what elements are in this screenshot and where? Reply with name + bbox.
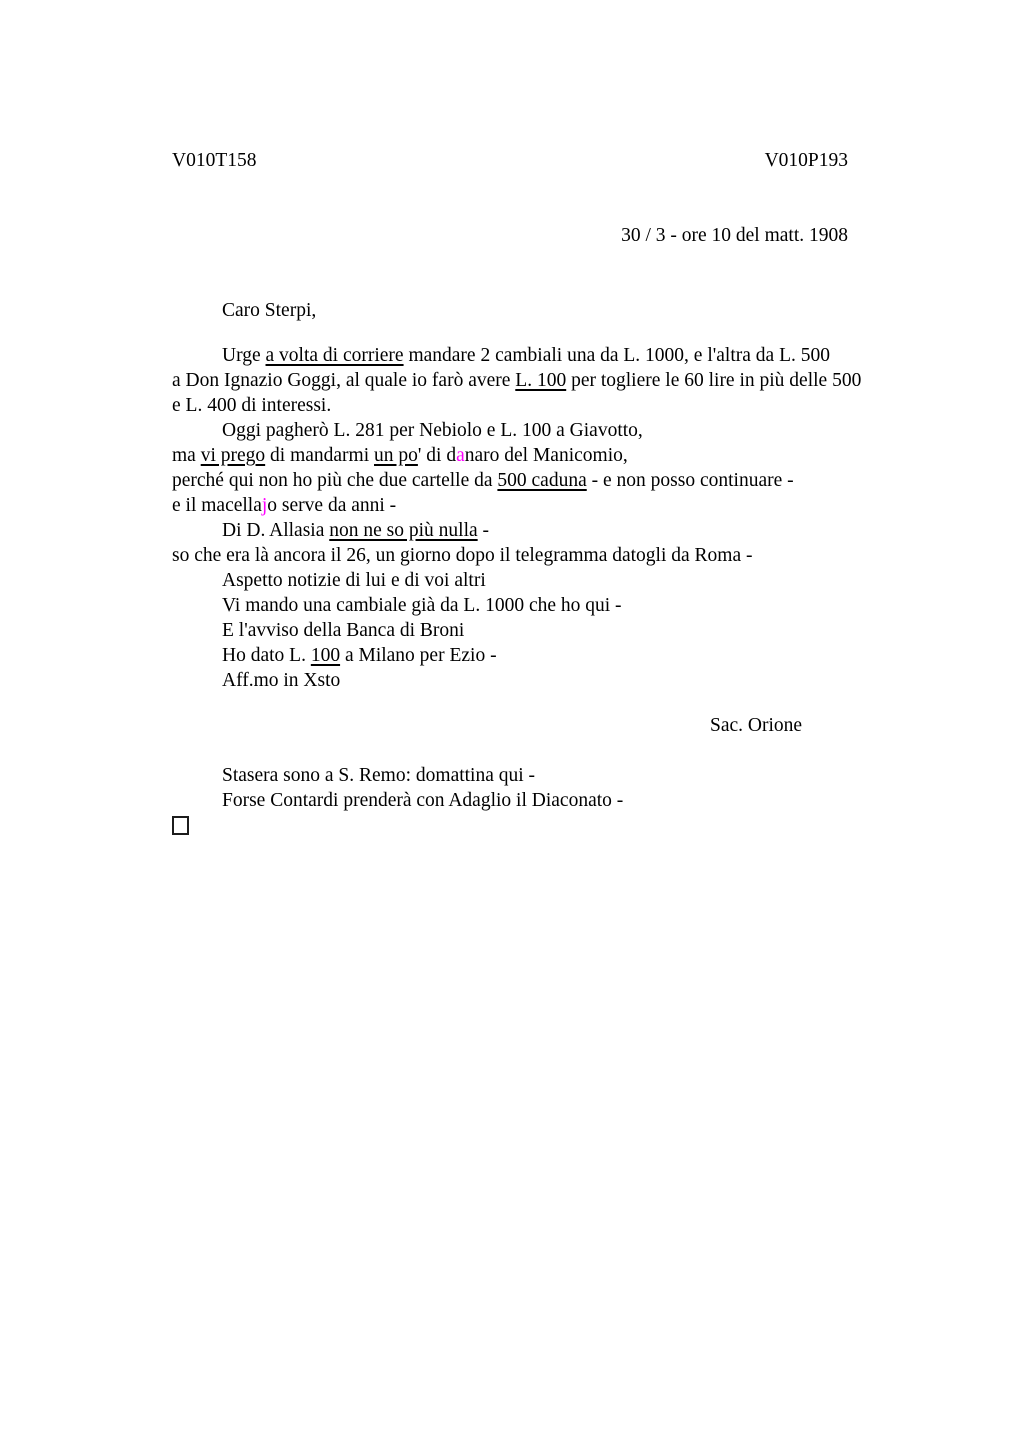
- text-segment: -: [477, 520, 490, 541]
- text-segment: e il macella: [172, 495, 262, 516]
- letter-line: [172, 568, 848, 593]
- letter-line: [172, 668, 848, 693]
- underlined-text: L. 100: [515, 370, 567, 391]
- text-segment: E l'avviso della Banca di Broni: [222, 620, 465, 641]
- letter-line: [172, 468, 848, 493]
- letter-line: [172, 593, 848, 618]
- letter-line: [172, 493, 848, 518]
- highlighted-letter: a: [456, 445, 465, 466]
- letter-line: [172, 443, 848, 468]
- underlined-text: 100: [310, 645, 341, 666]
- text-segment: perché qui non ho più che due cartelle da: [172, 470, 498, 491]
- letter-line: [172, 368, 862, 393]
- text-segment: e L. 400 di interessi.: [172, 395, 332, 416]
- text-segment: a Don Ignazio Goggi, al quale io farò avere: [172, 370, 516, 391]
- text-segment: Ho dato L.: [222, 645, 311, 666]
- letter-line: [172, 393, 848, 418]
- text-segment: naro del Manicomio,: [464, 445, 628, 466]
- letter-line: [172, 763, 848, 788]
- letter-line: [172, 618, 848, 643]
- text-segment: per togliere le 60 lire in più delle 500: [566, 370, 862, 391]
- letter-line: [172, 543, 848, 568]
- text-segment: Aspetto notizie di lui e di voi altri: [222, 570, 486, 591]
- letter-content: [172, 148, 862, 835]
- text-segment: Stasera sono a S. Remo: domattina qui -: [222, 765, 536, 786]
- underlined-text: un po: [374, 445, 418, 466]
- text-segment: Aff.mo in Xsto: [222, 670, 341, 691]
- text-segment: - e non posso continuare -: [586, 470, 794, 491]
- date-line: 30 / 3 - ore 10 del matt. 1908: [621, 225, 848, 246]
- text-segment: Forse Contardi prenderà con Adaglio il Diaconato -: [222, 790, 624, 811]
- text-segment: o serve da anni -: [267, 495, 397, 516]
- text-segment: Urge: [222, 345, 266, 366]
- letter-body: [172, 343, 862, 693]
- header-row: [172, 148, 848, 173]
- underlined-text: a volta di corriere: [265, 345, 404, 366]
- text-segment: mandare 2 cambiali una da L. 1000, e l'altra da L. 500: [403, 345, 830, 366]
- text-segment: so che era là ancora il 26, un giorno dopo il telegramma datogli da Roma -: [172, 545, 753, 566]
- text-segment: ma: [172, 445, 201, 466]
- letter-line: [172, 643, 848, 668]
- text-segment: Oggi pagherò L. 281 per Nebiolo e L. 100 a Giavotto,: [222, 420, 643, 441]
- letter-line: [172, 788, 848, 813]
- underlined-text: vi prego: [200, 445, 266, 466]
- letter-line: [172, 343, 848, 368]
- signature: Sac. Orione: [710, 715, 803, 736]
- letter-line: [172, 418, 848, 443]
- highlighted-letter: j: [261, 495, 268, 516]
- text-segment: di mandarmi: [265, 445, 375, 466]
- empty-box-glyph: [172, 816, 189, 835]
- text-segment: Di D. Allasia: [222, 520, 330, 541]
- document-code-right: V010P193: [764, 150, 848, 171]
- letter-line: [172, 518, 848, 543]
- underlined-text: 500 caduna: [497, 470, 587, 491]
- postscript: [172, 763, 848, 813]
- text-segment: a Milano per Ezio -: [340, 645, 497, 666]
- text-segment: ' di d: [417, 445, 457, 466]
- document-code-left: V010T158: [172, 150, 257, 171]
- salutation: Caro Sterpi,: [222, 300, 317, 321]
- text-segment: Vi mando una cambiale già da L. 1000 che ho qui -: [222, 595, 622, 616]
- underlined-text: non ne so più nulla: [329, 520, 478, 541]
